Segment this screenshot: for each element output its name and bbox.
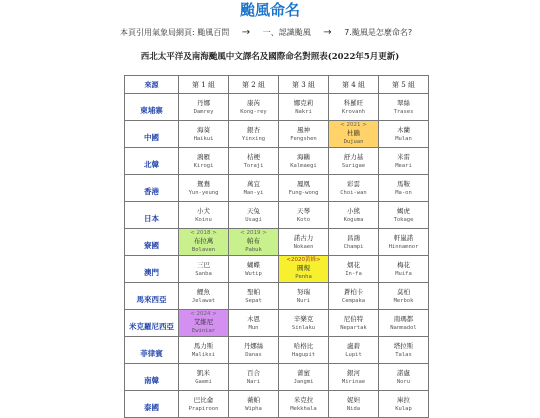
chinese-name: 梅花 <box>397 260 410 269</box>
international-name: Nida <box>346 405 361 412</box>
country-cell <box>125 202 179 229</box>
chinese-name: 天兔 <box>247 206 260 215</box>
chinese-name: 布拉萬 <box>193 237 214 245</box>
international-name: Jelawat <box>191 297 216 304</box>
chinese-name: 哈格比 <box>293 341 314 350</box>
country-label: 菲律賓 <box>140 348 163 358</box>
typhoon-name-cell <box>329 94 379 121</box>
chinese-name: 米克拉 <box>293 395 314 404</box>
typhoon-name-cell <box>229 364 279 391</box>
country-cell <box>125 391 179 418</box>
typhoon-name-cell <box>279 94 329 121</box>
chinese-name: 杜鵑 <box>347 129 360 137</box>
country-cell <box>125 148 179 175</box>
international-name: Sanba <box>195 270 212 277</box>
chinese-name: 馬鞍 <box>397 179 410 188</box>
chinese-name: 凱米 <box>197 368 210 377</box>
country-cell <box>125 94 179 121</box>
country-label: 寮國 <box>144 240 159 250</box>
international-name: Wipha <box>245 405 262 412</box>
chinese-name: 海葵 <box>197 125 210 134</box>
chinese-name: 鴛鴦 <box>197 179 210 188</box>
page-title: 颱風命名 <box>239 1 300 19</box>
chinese-name: 烟花 <box>347 260 360 269</box>
chinese-name: 康芮 <box>247 98 260 107</box>
typhoon-name-cell <box>179 310 229 337</box>
typhoon-name-cell <box>229 337 279 364</box>
international-name: Wutip <box>245 270 262 277</box>
international-name: Trases <box>393 108 414 115</box>
international-name: Krovanh <box>341 108 366 115</box>
chinese-name: 蒼柏卡 <box>343 287 364 296</box>
country-cell <box>125 310 179 337</box>
chinese-name: 薇帕 <box>247 395 260 404</box>
header-group-2: 第 2 組 <box>229 76 279 94</box>
header-source: 來源 <box>125 76 179 94</box>
typhoon-name-cell <box>179 148 229 175</box>
international-name: Mekkhala <box>290 405 317 412</box>
breadcrumb-link-naming[interactable]: 7.颱風是怎麼命名? <box>344 28 413 37</box>
typhoon-name-cell <box>279 283 329 310</box>
country-cell <box>125 175 179 202</box>
international-name: Fengshen <box>290 135 317 142</box>
header-group-4: 第 4 組 <box>329 76 379 94</box>
country-cell <box>125 229 179 256</box>
chinese-name: 萬宜 <box>247 179 260 188</box>
country-label: 南韓 <box>144 375 159 385</box>
chinese-name: 桔梗 <box>247 152 260 161</box>
international-name: Usagi <box>245 216 262 223</box>
arrow-right-icon: → <box>323 27 332 38</box>
chinese-name: 百合 <box>247 368 260 377</box>
chinese-name: 木恩 <box>247 314 260 323</box>
international-name: Fung-wong <box>288 189 319 196</box>
international-name: Koto <box>296 216 311 223</box>
chinese-name: 庫拉 <box>397 395 410 404</box>
chinese-name: 小犬 <box>197 206 210 215</box>
chinese-name: 木蘭 <box>397 125 410 134</box>
chinese-name: 艾維尼 <box>193 318 214 326</box>
table-row <box>125 310 429 337</box>
international-name: Mulan <box>395 135 412 142</box>
header-group-1: 第 1 組 <box>179 76 229 94</box>
typhoon-name-cell <box>229 202 279 229</box>
typhoon-name-cell <box>379 364 429 391</box>
international-name: Yun-yeung <box>188 189 219 196</box>
table-row <box>125 283 429 310</box>
typhoon-name-cell <box>179 229 229 256</box>
international-name: Muifa <box>395 270 412 277</box>
international-name: Nokaen <box>293 243 314 250</box>
country-label: 北韓 <box>144 159 159 169</box>
country-cell <box>125 337 179 364</box>
table-row <box>125 256 429 283</box>
international-name: Noru <box>396 378 411 385</box>
chinese-name: 銀河 <box>347 368 360 377</box>
chinese-name: 銀杏 <box>247 125 260 134</box>
chinese-name: 翠絲 <box>397 98 410 107</box>
typhoon-name-cell <box>179 391 229 418</box>
international-name: Man-yi <box>243 189 264 196</box>
typhoon-name-cell <box>379 202 429 229</box>
table-row <box>125 391 429 418</box>
international-name: Champi <box>343 243 364 250</box>
chinese-name: 諾盧 <box>397 368 410 377</box>
typhoon-name-cell <box>229 175 279 202</box>
international-name: Lupit <box>345 351 362 358</box>
arrow-right-icon: → <box>241 27 251 38</box>
typhoon-name-cell <box>379 310 429 337</box>
chinese-name: 塔拉斯 <box>393 341 414 350</box>
country-label: 泰國 <box>144 402 159 412</box>
country-label: 日本 <box>144 213 159 223</box>
international-name: Cempaka <box>341 297 366 304</box>
typhoon-name-cell <box>279 202 329 229</box>
country-cell <box>125 364 179 391</box>
country-label: 柬埔寨 <box>140 105 163 115</box>
chinese-name: 鳳凰 <box>297 179 310 188</box>
breadcrumb-link-typhoon-faq[interactable]: 颱風百問 <box>197 28 230 37</box>
typhoon-name-cell <box>229 310 279 337</box>
international-name: Kalmaegi <box>290 162 317 169</box>
country-label: 米克羅尼西亞 <box>129 321 174 331</box>
chinese-name: 尼伯特 <box>343 314 364 323</box>
typhoon-name-cell <box>229 256 279 283</box>
chinese-name: 蝴蝶 <box>247 260 260 269</box>
typhoon-name-cell <box>279 364 329 391</box>
international-name: Kirogi <box>193 162 214 169</box>
international-name: Hagupit <box>291 351 316 358</box>
chinese-name: 薔蜜 <box>297 368 310 377</box>
chinese-name: 盧碧 <box>347 341 360 350</box>
country-label: 中國 <box>144 132 159 142</box>
typhoon-name-cell <box>179 256 229 283</box>
chinese-name: 丹娜絲 <box>243 341 264 350</box>
typhoon-name-cell <box>329 175 379 202</box>
typhoon-name-cell <box>379 391 429 418</box>
typhoon-name-cell <box>329 310 379 337</box>
chinese-name: 聖帕 <box>247 287 260 296</box>
country-label: 馬來西亞 <box>136 294 167 304</box>
chinese-name: 科羅旺 <box>343 98 364 107</box>
typhoon-name-cell <box>179 121 229 148</box>
international-name: Penha <box>295 274 312 280</box>
table-caption: 西北太平洋及南海颱風中文譯名及國際命名對照表(2022年5月更新) <box>140 52 400 62</box>
breadcrumb-prefix: 本頁引用氣象局網頁: <box>120 28 195 37</box>
table-row <box>125 94 429 121</box>
chinese-name: 鯉魚 <box>197 287 210 296</box>
table-row <box>125 121 429 148</box>
international-name: Nepartak <box>340 324 367 331</box>
typhoon-name-cell <box>279 229 329 256</box>
chinese-name: 天琴 <box>297 206 310 215</box>
typhoon-name-cell <box>279 310 329 337</box>
table-row <box>125 364 429 391</box>
typhoon-name-cell <box>179 175 229 202</box>
typhoon-name-cell <box>329 229 379 256</box>
chinese-name: 妮妲 <box>347 395 360 404</box>
typhoon-name-cell <box>379 121 429 148</box>
typhoon-name-cell <box>179 283 229 310</box>
typhoon-name-cell <box>279 175 329 202</box>
retired-note: < 2024 > <box>190 311 217 317</box>
table-row <box>125 337 429 364</box>
typhoon-name-cell <box>329 256 379 283</box>
typhoon-name-cell <box>229 283 279 310</box>
typhoon-name-cell <box>179 364 229 391</box>
chinese-name: 昌鴻 <box>347 233 360 242</box>
international-name: Kong-rey <box>240 108 267 115</box>
international-name: Mirinae <box>341 378 366 385</box>
chinese-name: 諾古力 <box>293 233 314 242</box>
country-label: 澳門 <box>144 267 159 277</box>
international-name: Bolaven <box>191 247 216 253</box>
chinese-name: 巴比侖 <box>193 395 214 404</box>
table-row <box>125 148 429 175</box>
country-label: 香港 <box>144 186 159 196</box>
international-name: Meari <box>395 162 412 169</box>
typhoon-name-cell <box>379 283 429 310</box>
chinese-name: 丹娜 <box>197 98 210 107</box>
breadcrumb-link-know-typhoon[interactable]: 一、認識颱風 <box>262 28 311 37</box>
chinese-name: 娜克莉 <box>293 98 314 107</box>
breadcrumb <box>120 27 412 39</box>
header-group-5: 第 5 組 <box>379 76 429 94</box>
international-name: Damrey <box>193 108 214 115</box>
typhoon-name-cell <box>329 148 379 175</box>
international-name: Yinxing <box>241 135 266 142</box>
table-body <box>125 94 429 418</box>
international-name: Pabuk <box>245 247 262 253</box>
international-name: Maliksi <box>191 351 216 358</box>
chinese-name: 南瑪都 <box>393 314 414 323</box>
country-cell <box>125 121 179 148</box>
international-name: Choi-wan <box>340 189 367 196</box>
international-name: Haikui <box>193 135 214 142</box>
international-name: Danas <box>245 351 262 358</box>
table-row <box>125 202 429 229</box>
international-name: Nanmadol <box>390 324 417 331</box>
typhoon-name-cell <box>279 337 329 364</box>
typhoon-name-cell <box>229 391 279 418</box>
international-name: Gaemi <box>195 378 212 385</box>
chinese-name: 海鷗 <box>297 152 310 161</box>
international-name: Surigae <box>341 162 366 169</box>
table-row <box>125 175 429 202</box>
retired-note: < 2021 > <box>340 122 367 128</box>
typhoon-name-cell <box>379 175 429 202</box>
international-name: Hinnamnor <box>388 243 419 250</box>
retired-note: < 2019 > <box>240 230 267 236</box>
typhoon-name-cell <box>379 337 429 364</box>
typhoon-name-cell <box>229 94 279 121</box>
chinese-name: 彩雲 <box>347 179 360 188</box>
country-cell <box>125 256 179 283</box>
typhoon-name-cell <box>379 256 429 283</box>
typhoon-name-cell <box>279 148 329 175</box>
typhoon-name-cell <box>329 337 379 364</box>
international-name: Toraji <box>243 162 264 169</box>
international-name: Talas <box>395 351 412 358</box>
international-name: In-fa <box>345 270 362 277</box>
international-name: Koguma <box>343 216 364 223</box>
international-name: Nari <box>246 378 261 385</box>
typhoon-name-cell <box>179 337 229 364</box>
country-cell <box>125 283 179 310</box>
header-group-3: 第 3 組 <box>279 76 329 94</box>
chinese-name: 莫柏 <box>397 287 410 296</box>
typhoon-name-cell <box>329 121 379 148</box>
typhoon-name-cell <box>379 94 429 121</box>
chinese-name: 軒嵐諾 <box>393 233 414 242</box>
chinese-name: 鴻雁 <box>197 152 210 161</box>
international-name: Nuri <box>296 297 311 304</box>
chinese-name: 三巴 <box>197 260 210 269</box>
typhoon-name-cell <box>329 202 379 229</box>
international-name: Jangmi <box>293 378 314 385</box>
table-row <box>125 229 429 256</box>
typhoon-name-cell <box>279 391 329 418</box>
retired-note: < 2018 > <box>190 230 217 236</box>
chinese-name: 努瑞 <box>297 287 310 296</box>
typhoon-name-cell <box>229 148 279 175</box>
chinese-name: 蝎虎 <box>397 206 410 215</box>
typhoon-name-cell <box>329 364 379 391</box>
table-header-row <box>125 76 429 94</box>
international-name: Prapiroon <box>188 405 219 412</box>
chinese-name: 風神 <box>297 125 310 134</box>
international-name: Kulap <box>395 405 412 412</box>
international-name: Tokage <box>393 216 414 223</box>
typhoon-name-cell <box>279 121 329 148</box>
typhoon-name-cell <box>179 94 229 121</box>
chinese-name: 米雷 <box>397 152 410 161</box>
typhoon-name-cell <box>379 148 429 175</box>
typhoon-name-cell <box>379 229 429 256</box>
international-name: Merbok <box>393 297 414 304</box>
international-name: Ewiniar <box>191 328 216 334</box>
chinese-name: 舒力基 <box>343 152 364 161</box>
typhoon-name-table <box>124 75 429 418</box>
typhoon-name-cell <box>229 121 279 148</box>
chinese-name: 圓規 <box>297 264 310 272</box>
typhoon-name-cell <box>329 391 379 418</box>
international-name: Nakri <box>295 108 312 115</box>
chinese-name: 馬力斯 <box>193 341 214 350</box>
chinese-name: 帕布 <box>247 237 260 245</box>
international-name: Koinu <box>195 216 212 223</box>
chinese-name: 小熊 <box>347 206 360 215</box>
typhoon-name-cell <box>229 229 279 256</box>
international-name: Dujuan <box>343 139 364 145</box>
typhoon-name-cell <box>329 283 379 310</box>
chinese-name: 辛樂克 <box>293 314 314 323</box>
retired-note: <2020黃蜂> <box>286 257 321 263</box>
typhoon-name-cell <box>279 256 329 283</box>
international-name: Sinlaku <box>291 324 316 331</box>
international-name: Sepat <box>245 297 262 304</box>
international-name: Mun <box>248 324 259 331</box>
typhoon-name-cell <box>179 202 229 229</box>
international-name: Ma-on <box>395 189 412 196</box>
